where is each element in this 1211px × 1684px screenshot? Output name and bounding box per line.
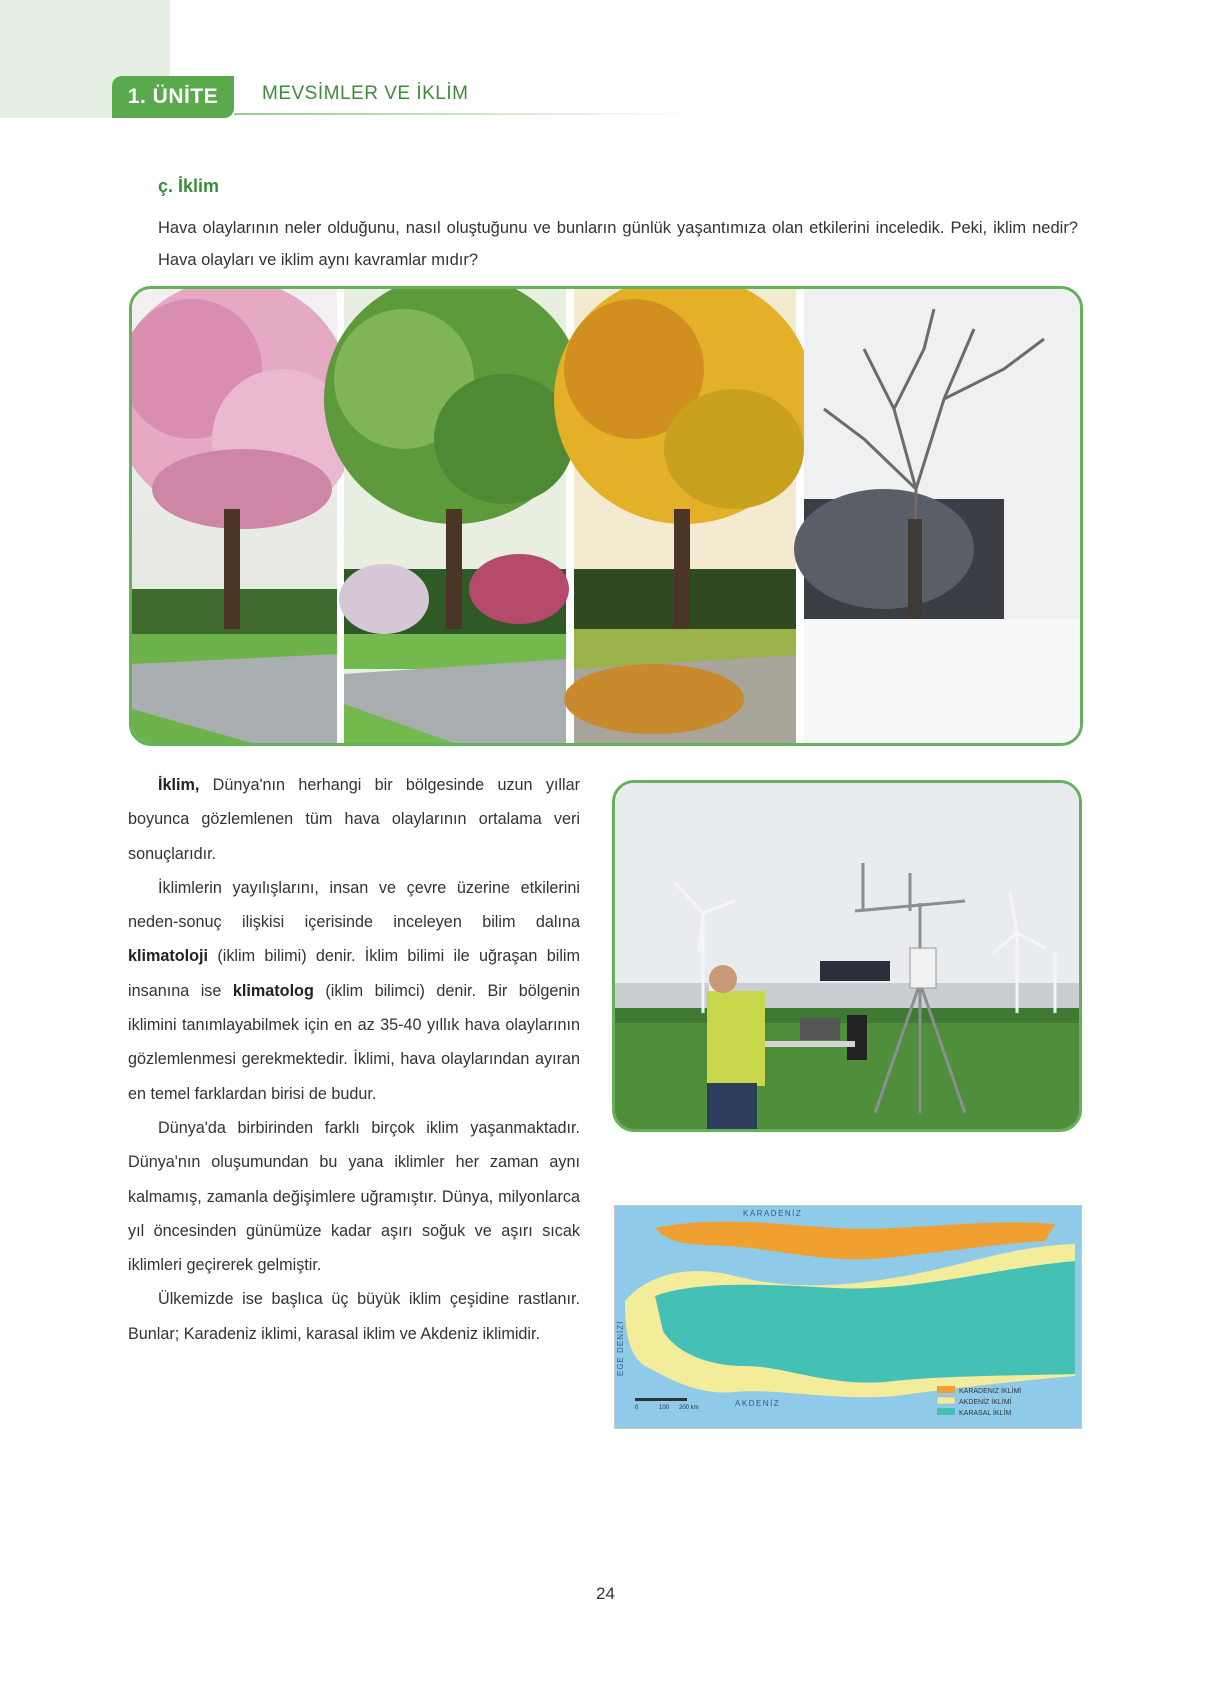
- legend-label-akdeniz: AKDENİZ İKLİMİ: [959, 1399, 1012, 1406]
- term-klimatoloji: klimatoloji: [128, 947, 209, 966]
- paragraph-turkey-climates: Ülkemizde ise başlıca üç büyük iklim çeşidine rastlanır. Bunlar; Karadeniz iklimi, karasal iklim ve Akdeniz iklimidir.: [128, 1290, 580, 1343]
- map-legend: [937, 1386, 1021, 1417]
- autumn-panel: [554, 289, 814, 743]
- winter-panel: [794, 289, 1080, 743]
- paragraph-definition: İklim, Dünya'nın herhangi bir bölgesinde uzun yıllar boyunca gözlemlenen tüm hava olaylarının ortalama veri sonuçlarıdır.: [128, 776, 580, 863]
- map-label-karadeniz: KARADENİZ: [743, 1209, 803, 1218]
- unit-badge: 1. ÜNİTE: [112, 76, 234, 118]
- spring-panel: [132, 289, 352, 743]
- paragraph-climatology: İklimlerin yayılışlarını, insan ve çevre üzerine etkilerini neden-sonuç ilişkisi içerisinde inceleyen bilim dalına klimatoloji (iklim bilimi) denir. İklim bilimi ile uğraşan bilim insanına ise klimatolog (iklim bilimci) denir. Bir bölgenin iklimini tanımlayabilmek için en az 35-40 yıllık hava olaylarının gözlemlenmesi gerekmektedir. İklimi, hava olaylarından ayıran en temel farklardan birisi de budur.: [128, 878, 581, 1103]
- body-text: [128, 768, 580, 1351]
- legend-label-karadeniz: KARADENİZ İKLİMİ: [959, 1388, 1022, 1395]
- legend-label-karasal: KARASAL İKLİM: [959, 1410, 1012, 1417]
- svg-text:200 km: 200 km: [679, 1405, 699, 1411]
- weather-station-photo: [612, 780, 1082, 1132]
- summer-panel: [324, 289, 584, 743]
- turkey-climate-map: [614, 1205, 1082, 1429]
- svg-text:0: 0: [635, 1405, 639, 1411]
- section-title: ç. İklim: [158, 176, 220, 196]
- legend-swatch-karasal: [937, 1408, 955, 1415]
- paragraph-world-climates: Dünya'da birbirinden farklı birçok iklim yaşanmaktadır. Dünya'nın oluşumundan bu yana iklimler her zaman aynı kalmamış, zamanla değişimlere uğramıştır. Dünya, milyonlarca yıl öncesinden günümüze kadar aşırı soğuk ve aşırı sıcak iklimleri geçirerek gelmiştir.: [128, 1118, 580, 1275]
- legend-swatch-karadeniz: [937, 1386, 955, 1393]
- legend-swatch-akdeniz: [937, 1397, 955, 1404]
- svg-text:100: 100: [659, 1405, 670, 1411]
- intro-paragraph: Hava olaylarının neler olduğunu, nasıl oluştuğunu ve bunların günlük yaşantımıza olan etkilerini inceledik. Peki, iklim nedir? Hava olayları ve iklim aynı kavramlar mıdır?: [158, 219, 1078, 269]
- header-divider: [234, 113, 694, 115]
- term-klimatolog: klimatolog: [232, 981, 314, 1000]
- map-label-akdeniz: AKDENİZ: [735, 1399, 781, 1408]
- four-seasons-photo: [129, 286, 1083, 746]
- term-iklim: İklim,: [158, 776, 200, 794]
- page-number: 24: [596, 1584, 615, 1603]
- map-label-ege: EGE DENİZİ: [616, 1320, 625, 1376]
- unit-title: MEVSİMLER VE İKLİM: [262, 83, 469, 104]
